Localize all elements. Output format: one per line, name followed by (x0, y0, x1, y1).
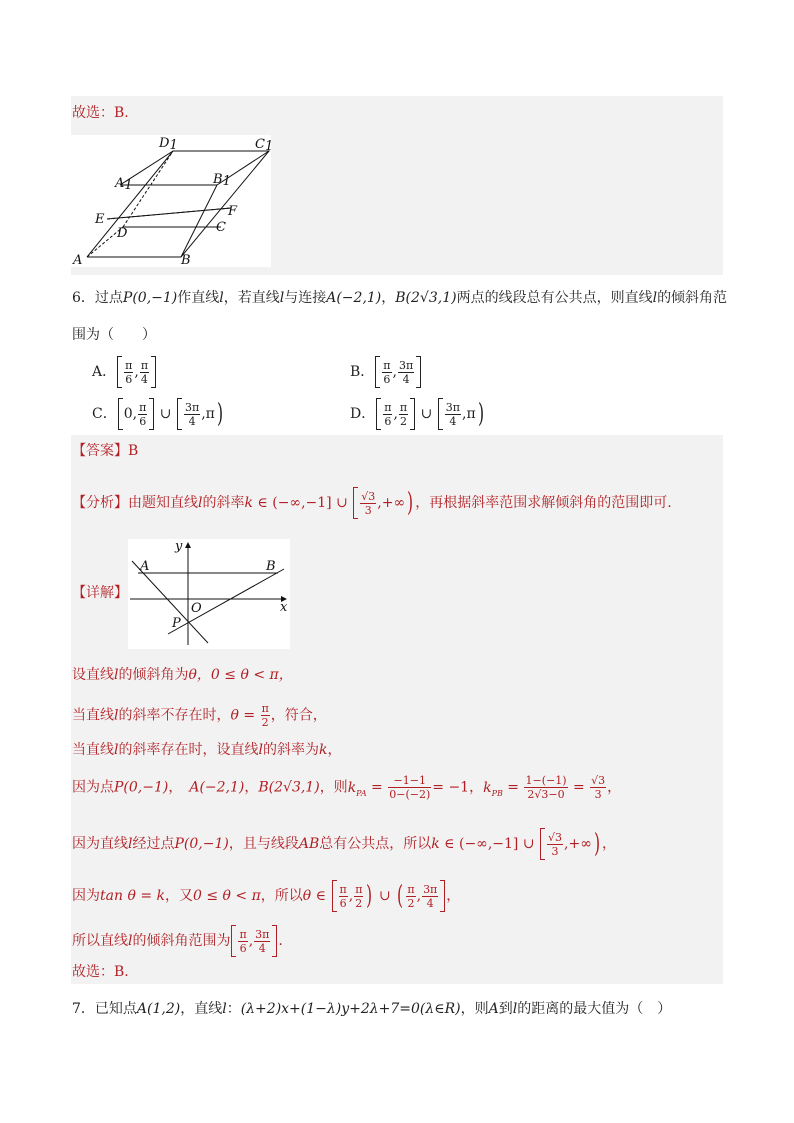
label-b1: B1 (213, 172, 231, 189)
q6-line2: 围为（ ） (72, 327, 156, 343)
label-B: B (266, 559, 276, 574)
figure-parallelepiped (71, 135, 274, 268)
edge-outline (87, 151, 269, 257)
label-b: B (181, 253, 191, 268)
label-c: C (216, 220, 226, 235)
option-a[interactable]: A． $\frac{\pi}{6}$ , $\frac{\pi}{4}$ (92, 356, 157, 388)
analysis-line: 【分析】由题知直线l的斜率k ∈ (−∞,−1] ∪ $\frac{√3}{3}$ ,+∞) ，再根据斜率范围求解倾斜角的范围即可. (72, 488, 672, 518)
label-O: O (191, 601, 202, 616)
label-f: F (228, 204, 238, 219)
option-c[interactable]: C． 0, $\frac{\pi}{6}$ ∪ $\frac{3\pi}{4}$ ,π) (92, 399, 223, 429)
label-e: E (95, 212, 105, 227)
step-3: 当直线l的斜率存在时，设直线l的斜率为k， (72, 742, 342, 758)
step-5: 因为直线l经过点P(0,−1)，且与线段AB总有公共点，所以k ∈ (−∞,−1] ∪ $\frac{√3}{3}$ ,+∞) ， (72, 829, 617, 859)
label-P: P (172, 616, 181, 631)
label-A: A (140, 559, 150, 574)
label-c1: C1 (255, 137, 274, 154)
option-d[interactable]: D． $\frac{\pi}{6}$ , $\frac{\pi}{2}$ ∪ $\frac{3\pi}{4}$ ,π) (350, 399, 484, 429)
label-d1: D1 (159, 136, 178, 153)
step-8-conclusion: 故选：B. (72, 964, 129, 980)
step-1: 设直线l的倾斜角为θ，0 ≤ θ < π， (72, 667, 293, 683)
option-b[interactable]: B． $\frac{\pi}{6}$ , $\frac{3\pi}{4}$ (350, 356, 422, 388)
label-a: A (73, 253, 83, 268)
label-a1: A1 (115, 176, 133, 193)
answer-line: 【答案】B (72, 443, 139, 459)
step-6: 因为tan θ = k，又0 ≤ θ < π，所以θ ∈ $\frac{\pi}{6}$ , $\frac{\pi}{2}$ ) ∪ ( $\frac{\pi}{2}$ , $\frac{3\pi}{4}$ ， (72, 881, 461, 911)
step-2: 当直线l的斜率不存在时，θ = $\frac{\pi}{2}$ ，符合， (72, 702, 327, 729)
label-x: x (280, 600, 288, 615)
label-y: y (175, 539, 183, 554)
label-d: D (117, 226, 128, 241)
top-conclusion: 故选：B. (72, 105, 129, 121)
q7-line1: 7．已知点A(1,2)，直线l：(λ+2)x+(1−λ)y+2λ+7=0(λ∈R)，则A到l的距离的最大值为（ ） (72, 1001, 672, 1017)
detail-tag: 【详解】 (72, 585, 128, 601)
q6-line1: 6．过点P(0,−1)作直线l，若直线l与连接A(−2,1)，B(2√3,1)两点的线段总有公共点，则直线l的倾斜角范 (72, 290, 728, 306)
step-4: 因为点P(0,−1)， A(−2,1)，B(2√3,1)，则$k_{PA}$ = $\frac{-1-1}{0-(-2)}$ = −1，$k_{PB}$ = $\frac{1-(-1)}{2√3-0}$ = $\frac{√3}{3}$ ， (72, 774, 622, 801)
figure-coordinate-plane (128, 539, 290, 649)
step-7: 所以直线l的倾斜角范围为 $\frac{\pi}{6}$ , $\frac{3\pi}{4}$ . (72, 925, 283, 957)
